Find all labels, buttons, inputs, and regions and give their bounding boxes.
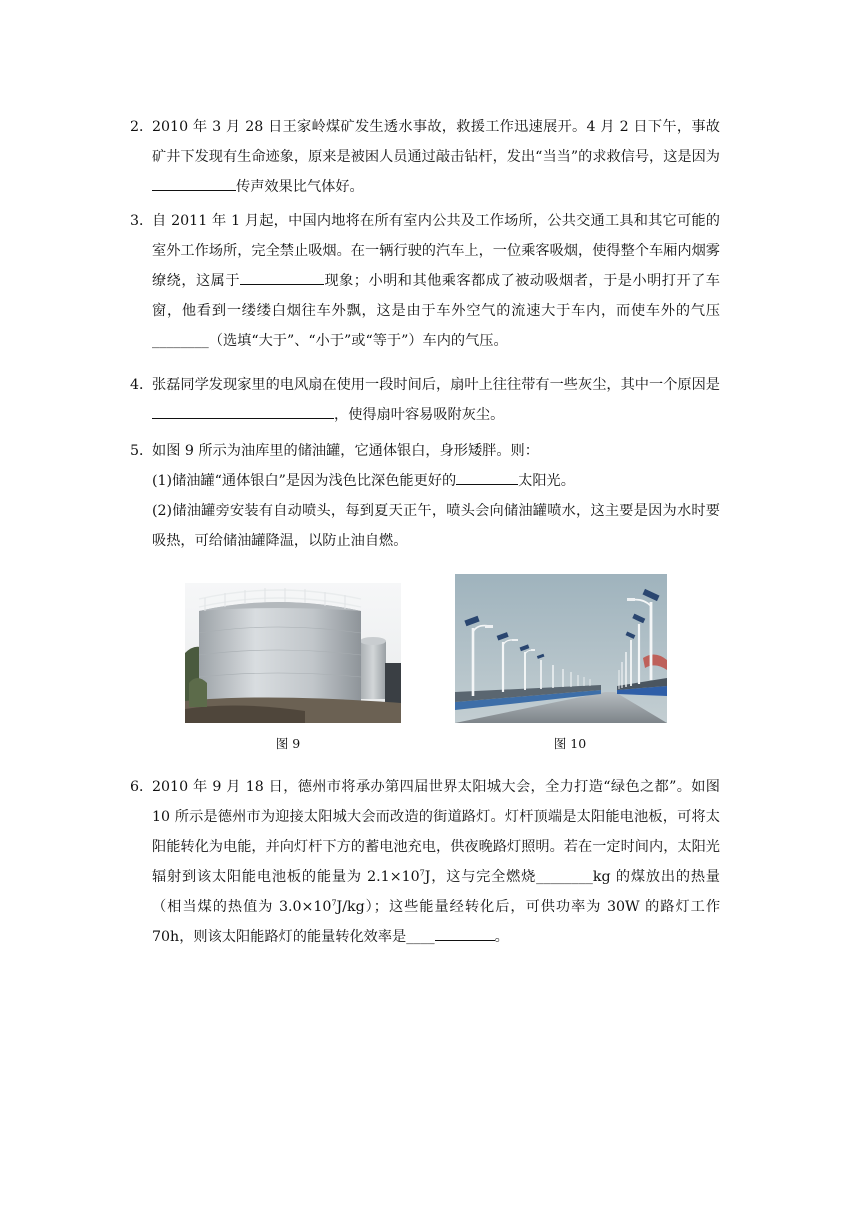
answer-blank[interactable] bbox=[152, 175, 236, 191]
text-segment: 传声效果比气体好。 bbox=[236, 179, 364, 195]
question-text bbox=[152, 206, 720, 356]
figure-10-solar-street-lamps-photo bbox=[455, 574, 667, 723]
figure-9-caption: 图 9 bbox=[275, 736, 301, 751]
oil-tank-illustration bbox=[185, 583, 401, 723]
exponent: 7 bbox=[331, 898, 337, 908]
question-text bbox=[152, 772, 720, 952]
question-text bbox=[152, 112, 720, 202]
text-segment: J/kg）；这些能量经转化后，可供功率为 30W 的路灯工作 70h，则该太阳能路灯的能量转化效率是 bbox=[152, 899, 721, 945]
answer-blank[interactable]: ____ bbox=[406, 929, 435, 945]
text-segment: ，使得扇叶容易吸附灰尘。 bbox=[334, 407, 505, 423]
answer-blank[interactable] bbox=[240, 269, 324, 285]
question-number: 5． bbox=[130, 443, 154, 459]
question-2 bbox=[130, 112, 720, 202]
question-text bbox=[152, 436, 720, 556]
text-segment: (1)储油罐“通体银白”是因为浅色比深色能更好的 bbox=[152, 473, 457, 489]
question-number: 2． bbox=[130, 119, 154, 135]
sub-question-1 bbox=[152, 466, 720, 496]
question-6 bbox=[130, 772, 720, 952]
text-segment: （选填“大于”、“小于”或“等于”）车内的气压。 bbox=[208, 333, 508, 349]
answer-blank[interactable] bbox=[456, 469, 518, 485]
question-3 bbox=[130, 206, 720, 356]
question-number: 3． bbox=[130, 213, 154, 229]
text-segment: kg 的煤放出的热量（相当煤的热值为 3.0×10 bbox=[152, 869, 720, 915]
text-segment: 现象；小明和其他乘客都成了被动吸烟者，于是小明打开了车窗，他看到一缕缕白烟往车外飘，这是由于车外空气的流速大于车内，而使车外的气压 bbox=[152, 273, 720, 319]
question-4 bbox=[130, 370, 720, 430]
text-segment: 张磊同学发现家里的电风扇在使用一段时间后，扇叶上往往带有一些灰尘，其中一个原因是 bbox=[152, 377, 720, 393]
figure-9-oil-tank-photo bbox=[185, 583, 401, 723]
question-text bbox=[152, 370, 720, 430]
text-segment: 。 bbox=[494, 929, 509, 945]
text-segment: J，这与完全燃烧 bbox=[424, 869, 537, 885]
answer-blank-underline[interactable] bbox=[435, 925, 495, 941]
text-segment: 2010 年 3 月 28 日王家岭煤矿发生透水事故，救援工作迅速展开。4 月 2 日下午，事故矿井下发现有生命迹象，原来是被困人员通过敲击钻杆，发出“当当”的求救信号，这是因为 bbox=[152, 119, 720, 165]
answer-blank[interactable]: ________ bbox=[536, 869, 593, 885]
sub-question-2: (2)储油罐旁安装有自动喷头，每到夏天正午，喷头会向储油罐喷水，这主要是因为水时要吸热，可给储油罐降温，以防止油自燃。 bbox=[152, 503, 720, 549]
question-number: 6． bbox=[130, 779, 154, 795]
question-5 bbox=[130, 436, 720, 556]
solar-street-lamps-illustration bbox=[455, 574, 667, 723]
text-segment: 2010 年 9 月 18 日，德州市将承办第四届世界太阳城大会，全力打造“绿色之都”。如图 10 所示是德州市为迎接太阳城大会而改造的街道路灯。灯杆顶端是太阳能电池板，可将太阳能转化为电能，并向灯杆下方的蓄电池充电，供夜晚路灯照明。若在一定时间内，太阳光辐射到该太阳能电池板的能量为 2.1×10 bbox=[152, 779, 720, 885]
figure-10-caption: 图 10 bbox=[553, 736, 587, 751]
question-number: 4． bbox=[130, 377, 154, 393]
answer-blank[interactable] bbox=[152, 403, 334, 419]
answer-blank[interactable]: ________ bbox=[152, 333, 209, 349]
text-segment: 自 2011 年 1 月起，中国内地将在所有室内公共及工作场所，公共交通工具和其它可能的室外工作场所，完全禁止吸烟。在一辆行驶的汽车上，一位乘客吸烟，使得整个车厢内烟雾缭绕，这属于 bbox=[152, 213, 720, 289]
exponent: 7 bbox=[419, 868, 425, 878]
text-segment: 如图 9 所示为油库里的储油罐，它通体银白，身形矮胖。则： bbox=[152, 443, 539, 459]
text-segment: 太阳光。 bbox=[518, 473, 575, 489]
